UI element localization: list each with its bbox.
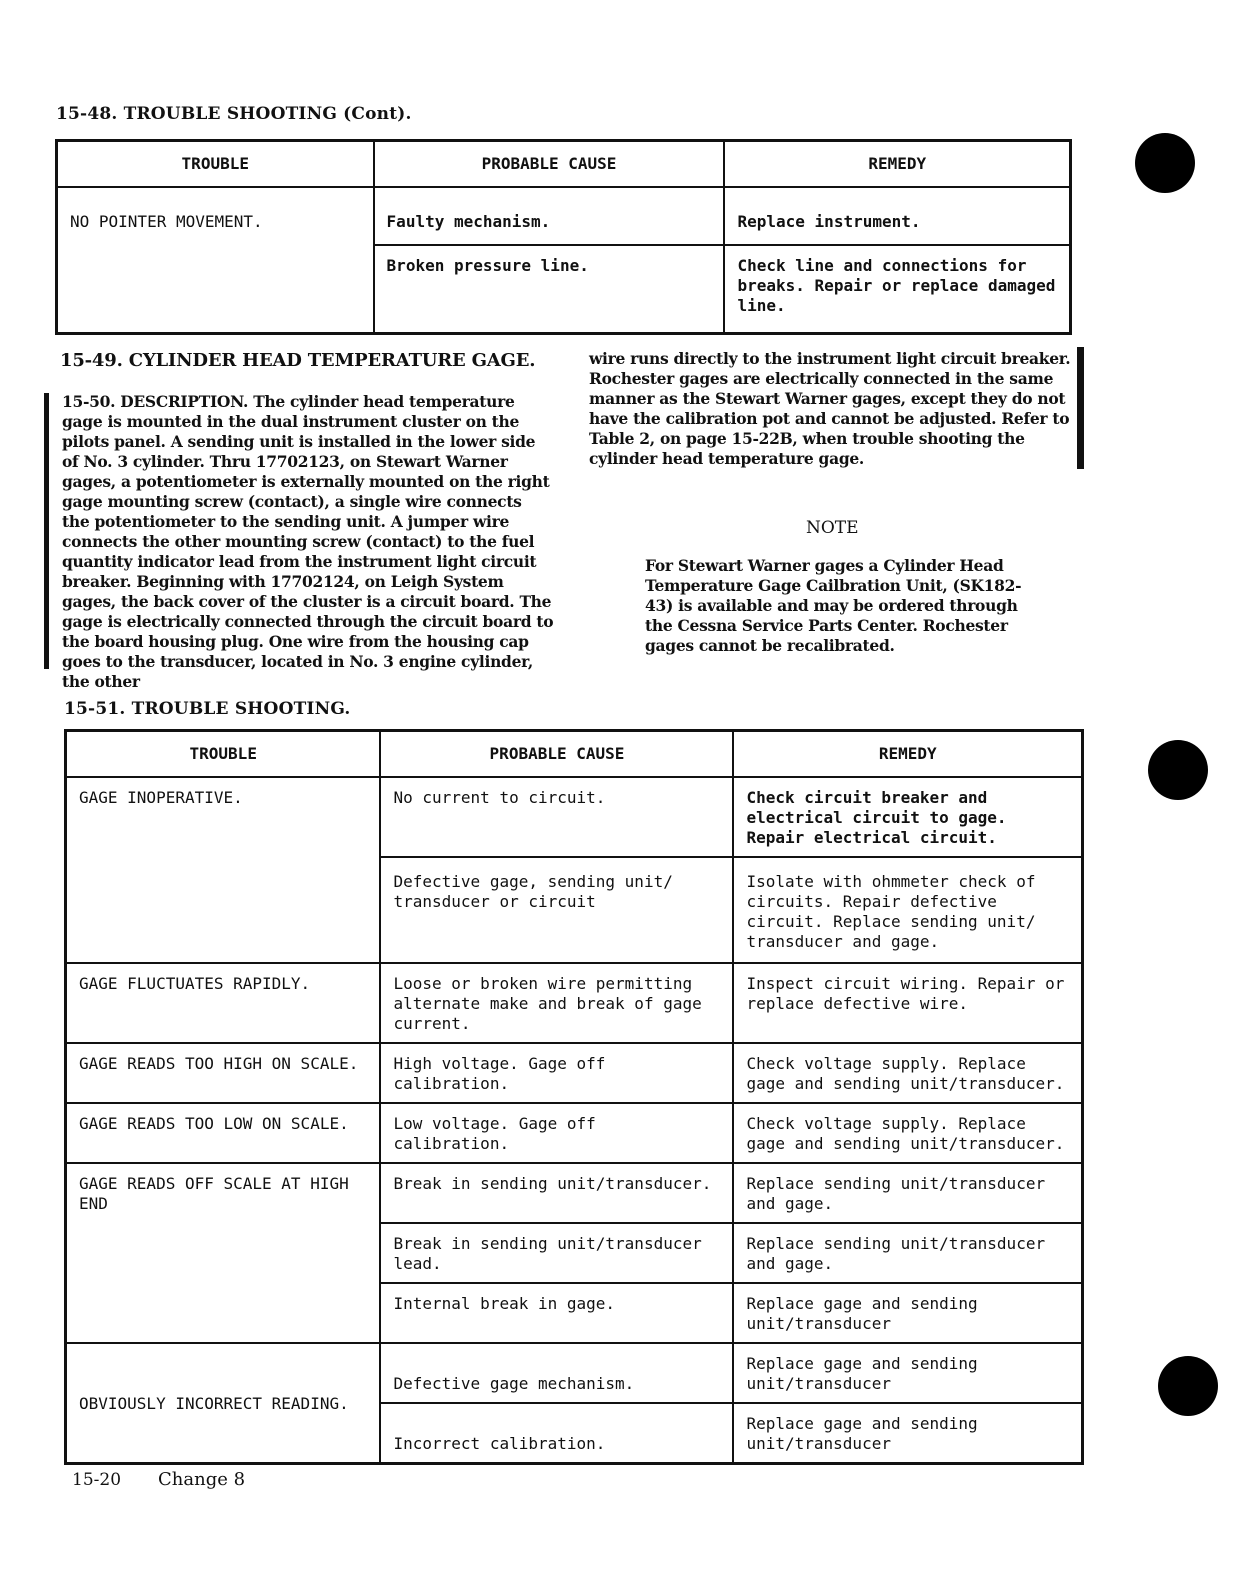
remedy-cell: Check circuit breaker and electrical circuit to gage. Repair electrical circuit. [733, 777, 1082, 857]
cause-cell: Defective gage, sending unit/ transducer or circuit [380, 857, 733, 963]
remedy-cell: Replace instrument. [724, 187, 1070, 245]
header-trouble: TROUBLE [57, 141, 374, 188]
header-probable-cause: PROBABLE CAUSE [374, 141, 725, 188]
cause-cell: Broken pressure line. [374, 245, 725, 334]
cause-cell: Break in sending unit/transducer. [380, 1163, 733, 1223]
change-bar-left [44, 393, 49, 669]
section-51-heading: 15-51. TROUBLE SHOOTING. [64, 699, 351, 719]
remedy-cell: Replace gage and sending unit/transducer [733, 1403, 1082, 1464]
remedy-cell: Replace gage and sending unit/transducer [733, 1283, 1082, 1343]
remedy-cell: Replace sending unit/transducer and gage. [733, 1223, 1082, 1283]
binder-hole-middle [1148, 740, 1208, 800]
cause-cell: Defective gage mechanism. [380, 1343, 733, 1403]
cause-cell: Low voltage. Gage off calibration. [380, 1103, 733, 1163]
table-row [66, 1043, 1083, 1103]
remedy-cell: Check voltage supply. Replace gage and sending unit/transducer. [733, 1043, 1082, 1103]
cause-cell: Faulty mechanism. [374, 187, 725, 245]
trouble-cell: NO POINTER MOVEMENT. [57, 187, 374, 334]
remedy-cell: Replace gage and sending unit/transducer [733, 1343, 1082, 1403]
change-bar-right [1077, 347, 1084, 469]
table-row [57, 187, 1071, 245]
page-number: 15-20 [72, 1470, 122, 1490]
cause-cell: No current to circuit. [380, 777, 733, 857]
note-title: NOTE [806, 518, 859, 538]
table-row [66, 1343, 1083, 1403]
remedy-cell: Check line and connections for breaks. Repair or replace damaged line. [724, 245, 1070, 334]
table-header-row [66, 731, 1083, 778]
trouble-cell: OBVIOUSLY INCORRECT READING. [66, 1343, 381, 1464]
description-paragraph-left: 15-50. DESCRIPTION. The cylinder head temperature gage is mounted in the dual instrument cluster on the pilots panel. A sending unit is installed in the lower side of No. 3 cylinder. Thru 17702123, on Stewart Warner gages, a potentiometer is externally mounted on the right gage mounting screw (contact), a single wire connects the potentiometer to the sending unit. A jumper wire connects the other mounting screw (contact) to the fuel quantity indicator lead from the instrument light circuit breaker. Beginning with 17702124, on Leigh System gages, the back cover of the cluster is a circuit board. The gage is electrically connected through the circuit board to the board housing plug. One wire from the housing cap goes to the transducer, located in No. 3 engine cylinder, the other [62, 392, 554, 691]
table-row [66, 777, 1083, 857]
description-paragraph-right: wire runs directly to the instrument light circuit breaker. Rochester gages are electrically connected in the same manner as the Stewart Warner gages, except they do not have the calibration pot and cannot be adjusted. Refer to Table 2, on page 15-22B, when trouble shooting the cylinder head temperature gage. [589, 349, 1071, 468]
header-probable-cause: PROBABLE CAUSE [380, 731, 733, 778]
cause-cell: High voltage. Gage off calibration. [380, 1043, 733, 1103]
trouble-cell: GAGE INOPERATIVE. [66, 777, 381, 963]
table-header-row [57, 141, 1071, 188]
trouble-cell: GAGE READS OFF SCALE AT HIGH END [66, 1163, 381, 1343]
cause-cell: Loose or broken wire permitting alternate make and break of gage current. [380, 963, 733, 1043]
cause-cell: Break in sending unit/transducer lead. [380, 1223, 733, 1283]
binder-hole-bottom [1158, 1356, 1218, 1416]
binder-hole-top [1135, 133, 1195, 193]
change-label: Change 8 [158, 1469, 246, 1490]
trouble-cell: GAGE READS TOO HIGH ON SCALE. [66, 1043, 381, 1103]
header-trouble: TROUBLE [66, 731, 381, 778]
section-49-heading: 15-49. CYLINDER HEAD TEMPERATURE GAGE. [60, 350, 536, 371]
table-row [66, 1103, 1083, 1163]
remedy-cell: Replace sending unit/transducer and gage. [733, 1163, 1082, 1223]
remedy-cell: Check voltage supply. Replace gage and sending unit/transducer. [733, 1103, 1082, 1163]
table-row [66, 963, 1083, 1043]
header-remedy: REMEDY [724, 141, 1070, 188]
header-remedy: REMEDY [733, 731, 1082, 778]
remedy-cell: Inspect circuit wiring. Repair or replace defective wire. [733, 963, 1082, 1043]
cause-cell: Incorrect calibration. [380, 1403, 733, 1464]
cause-cell: Internal break in gage. [380, 1283, 733, 1343]
trouble-table-51 [64, 729, 1084, 1465]
note-text: For Stewart Warner gages a Cylinder Head Temperature Gage Cailbration Unit, (SK182-43) is available and may be ordered through the Cessna Service Parts Center. Rochester gages cannot be recalibrated. [645, 556, 1022, 655]
trouble-table-48 [55, 139, 1072, 335]
trouble-cell: GAGE READS TOO LOW ON SCALE. [66, 1103, 381, 1163]
remedy-cell: Isolate with ohmmeter check of circuits. Repair defective circuit. Replace sending unit/ transducer and gage. [733, 857, 1082, 963]
table-row [66, 1163, 1083, 1223]
trouble-cell: GAGE FLUCTUATES RAPIDLY. [66, 963, 381, 1043]
section-48-heading: 15-48. TROUBLE SHOOTING (Cont). [56, 104, 412, 124]
